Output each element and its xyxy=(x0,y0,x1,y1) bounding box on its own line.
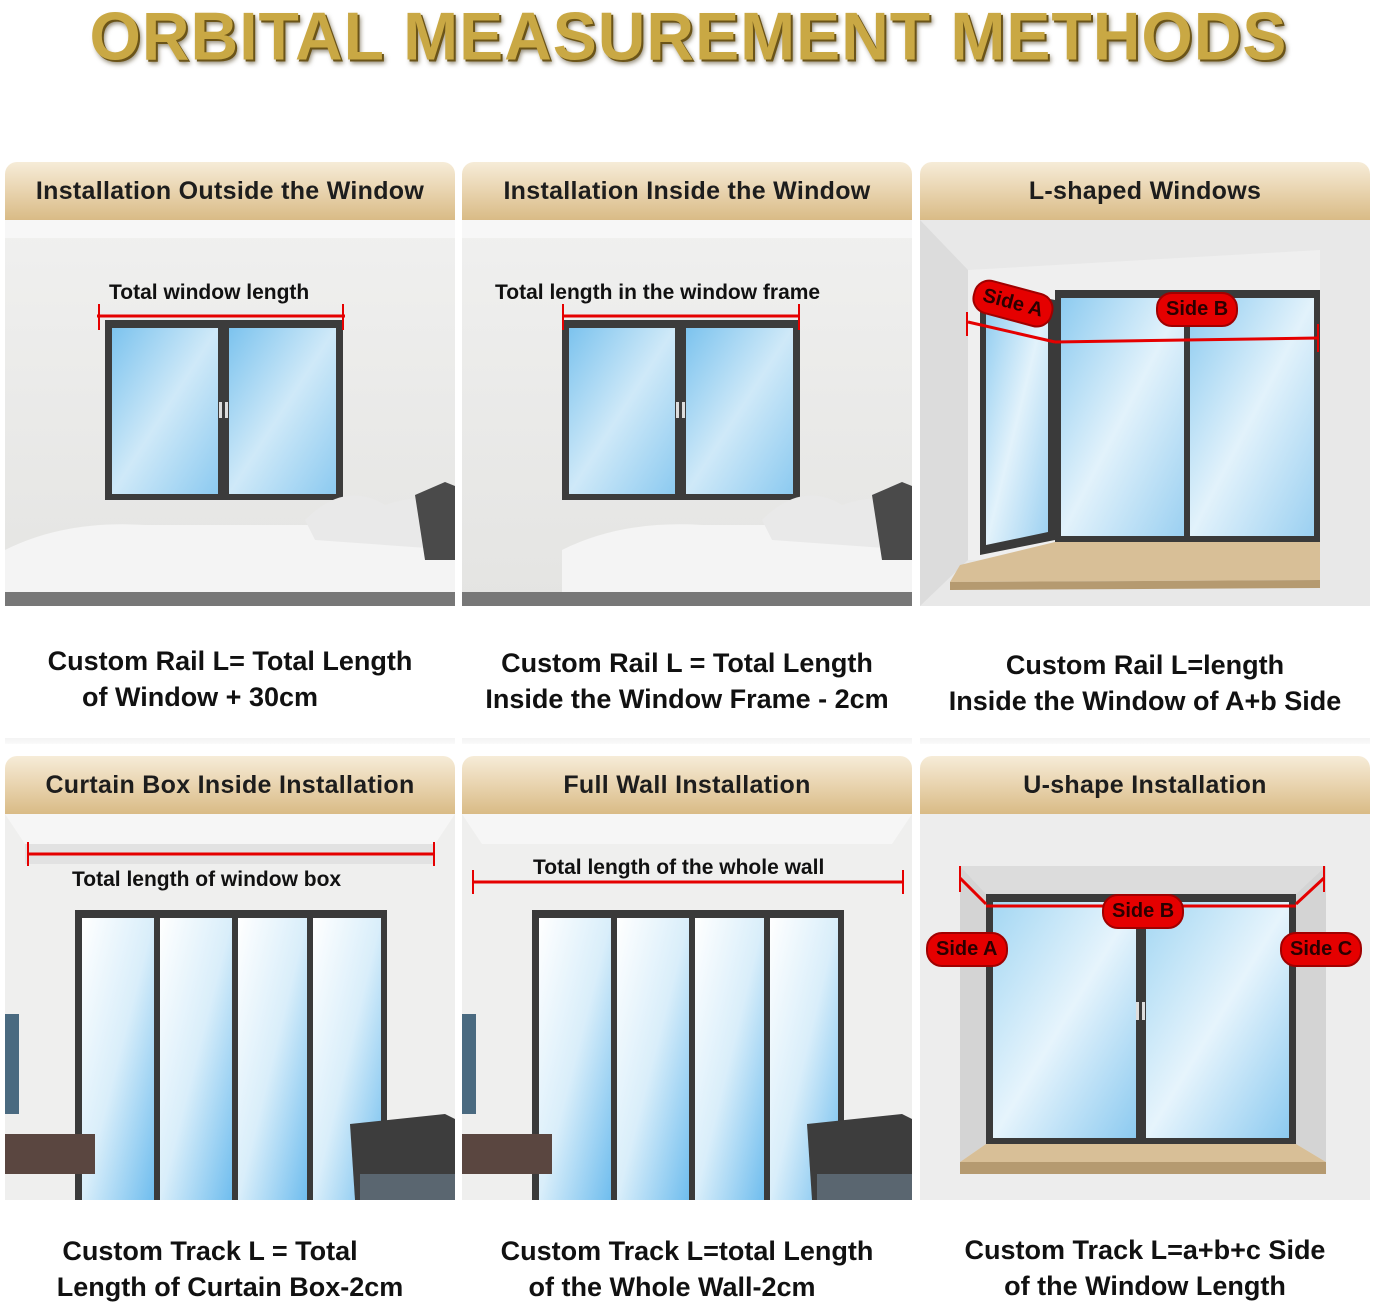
room-scene xyxy=(5,814,455,1200)
caption-line-1: Custom Track L=total Length xyxy=(500,1236,874,1266)
side-b-badge: Side B xyxy=(1102,894,1184,929)
panel-header: Curtain Box Inside Installation xyxy=(5,756,455,814)
room-scene xyxy=(462,220,912,606)
row-divider xyxy=(462,738,912,744)
caption-line-2: Inside the Window Frame - 2cm xyxy=(485,684,889,714)
caption-line-1: Custom Rail L= Total Length xyxy=(47,646,413,676)
caption-line-1: Custom Rail L = Total Length xyxy=(501,648,873,678)
room-scene xyxy=(5,220,455,606)
caption-line-2: Inside the Window of A+b Side xyxy=(948,686,1342,716)
side-a-badge: Side A xyxy=(926,932,1008,967)
row-divider xyxy=(920,738,1370,744)
page-title: ORBITAL MEASUREMENT METHODS xyxy=(89,0,1288,74)
bedroom-illustration xyxy=(462,220,912,606)
panel-header: Installation Inside the Window xyxy=(462,162,912,220)
side-a-badge: Side A xyxy=(969,276,1057,331)
caption-line-2: of the Whole Wall-2cm xyxy=(528,1272,816,1302)
room-scene xyxy=(920,814,1370,1200)
corner-window-illustration xyxy=(920,220,1370,606)
side-b-badge: Side B xyxy=(1156,292,1238,327)
dimension-label: Total length of the whole wall xyxy=(533,856,825,879)
dimension-label: Total window length xyxy=(109,281,310,304)
room-scene xyxy=(920,220,1370,606)
caption-line-2: Length of Curtain Box-2cm xyxy=(56,1272,404,1302)
room-scene xyxy=(462,814,912,1200)
caption-line-2: of Window + 30cm xyxy=(81,682,319,712)
caption-line-1: Custom Rail L=length xyxy=(1005,650,1285,680)
caption-line-1: Custom Track L=a+b+c Side xyxy=(964,1235,1326,1265)
panel-header: U-shape Installation xyxy=(920,756,1370,814)
dimension-label: Total length in the window frame xyxy=(495,281,821,304)
row-divider xyxy=(5,738,455,744)
panel-header: Full Wall Installation xyxy=(462,756,912,814)
bedroom-illustration xyxy=(5,220,455,606)
panel-header: L-shaped Windows xyxy=(920,162,1370,220)
caption-line-2: of the Window Length xyxy=(1004,1271,1286,1301)
side-c-badge: Side C xyxy=(1280,932,1362,967)
bay-window-illustration xyxy=(920,814,1370,1200)
panel-header: Installation Outside the Window xyxy=(5,162,455,220)
caption-line-1: Custom Track L = Total xyxy=(62,1236,358,1266)
dimension-label: Total length of window box xyxy=(72,868,342,891)
